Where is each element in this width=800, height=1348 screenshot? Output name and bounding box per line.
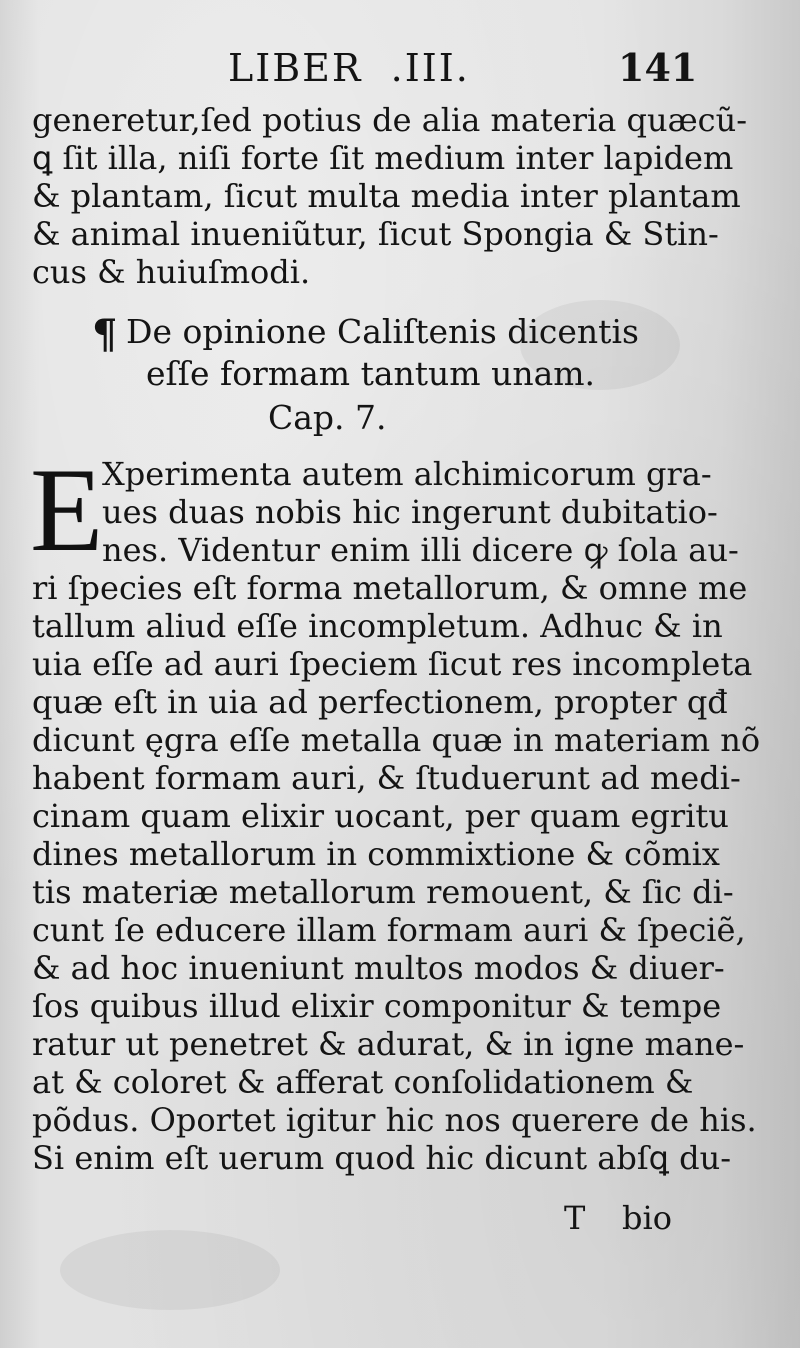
- text-line: generetur,ſed potius de alia materia quæcũ‑: [32, 101, 748, 139]
- text-line: uia eſſe ad auri ſpeciem ſicut res incompleta: [32, 645, 753, 683]
- text-line: ri ſpecies eſt forma metallorum, & omne me: [32, 569, 748, 607]
- pilcrow-mark: ¶: [92, 311, 118, 358]
- heading-line: De opinione Caliſtenis dicentis: [126, 312, 639, 351]
- text-line: cunt ſe educere illam formam auri & ſpeciẽ,: [32, 911, 746, 949]
- chapter-number: Cap. 7.: [268, 398, 387, 437]
- running-head: [0, 42, 800, 94]
- text-line: tallum aliud eſſe incompletum. Adhuc & in: [32, 607, 723, 645]
- text-line: at & coloret & afferat conſolidationem &: [32, 1063, 694, 1101]
- text-line: Si enim eſt uerum quod hic dicunt abſꝗ du‑: [32, 1139, 732, 1177]
- text-line: dines metallorum in commixtione & cõmix: [32, 835, 720, 873]
- text-line: põdus. Oportet igitur hic nos querere de his.: [32, 1101, 757, 1139]
- text-line: nes. Videntur enim illi dicere ꝙ ſola au‑: [102, 531, 739, 569]
- running-head-title: LIBER .III.: [228, 46, 470, 90]
- text-line: cus & huiuſmodi.: [32, 253, 311, 291]
- text-line: & ad hoc inueniunt multos modos & diuer‑: [32, 949, 725, 987]
- signature-mark: T: [564, 1199, 586, 1237]
- text-line: ratur ut penetret & adurat, & in igne mane‑: [32, 1025, 745, 1063]
- text-line: ues duas nobis hic ingerunt dubitatio‑: [102, 493, 718, 531]
- text-line: cinam quam elixir uocant, per quam egritu: [32, 797, 729, 835]
- text-line: habent formam auri, & ſtuduerunt ad medi‑: [32, 759, 741, 797]
- heading-line: eſſe formam tantum unam.: [146, 354, 596, 393]
- decorated-initial: E: [30, 443, 104, 576]
- text-line: dicunt ęgra eſſe metalla quæ in materiam nõ: [32, 721, 761, 759]
- text-line: ſos quibus illud elixir componitur & tempe: [32, 987, 722, 1025]
- text-line: Xperimenta autem alchimicorum gra‑: [102, 455, 712, 493]
- page-number: 141: [618, 45, 698, 90]
- text-line: & animal inueniũtur, ſicut Spongia & Stin‑: [32, 215, 719, 253]
- text-line: & plantam, ſicut multa media inter plantam: [32, 177, 741, 215]
- text-line: ꝗ ſit illa, niſi forte ſit medium inter lapidem: [32, 139, 734, 177]
- paper-stain: [60, 1230, 280, 1310]
- text-line: tis materiæ metallorum remouent, & ſic di‑: [32, 873, 734, 911]
- catchword: bio: [622, 1199, 672, 1237]
- text-line: quæ eſt in uia ad perfectionem, propter qđ: [32, 683, 728, 721]
